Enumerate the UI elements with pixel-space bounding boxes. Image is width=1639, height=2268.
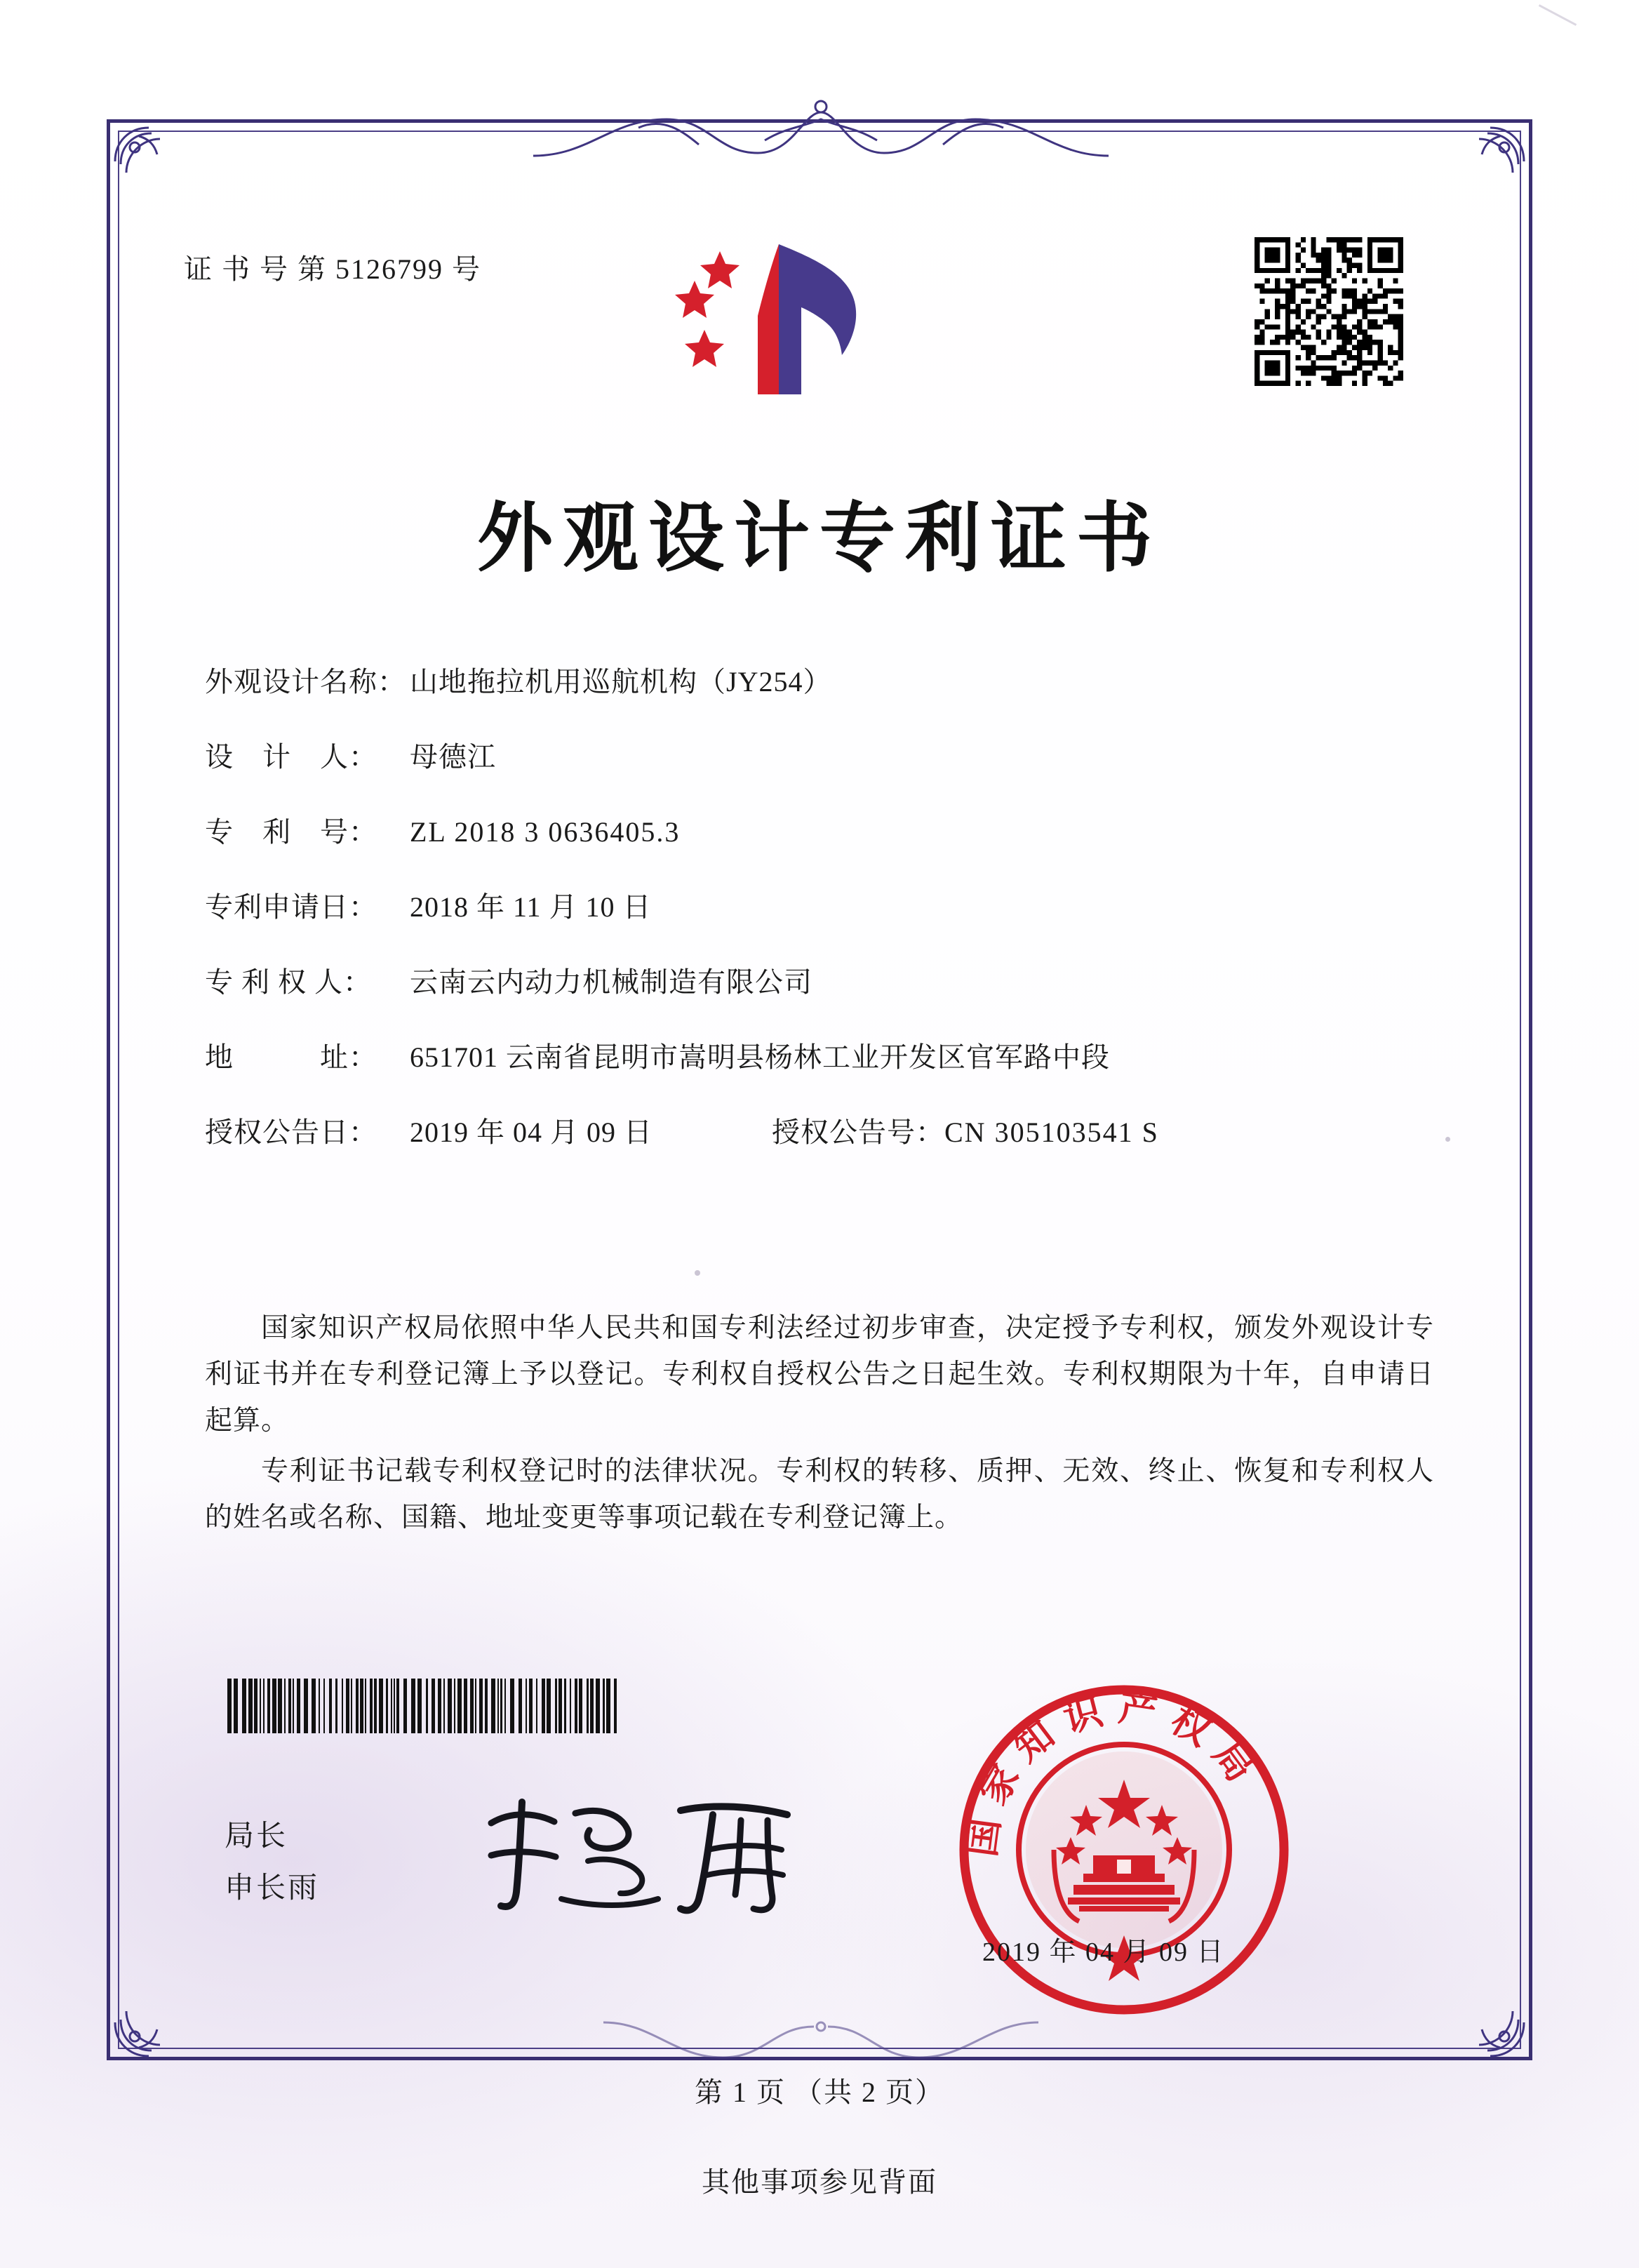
page-title: 外观设计专利证书 [476,494,1162,582]
field-label: 专利申请日： [205,891,377,923]
handwritten-signature-icon [470,1782,835,1923]
field-value: 云南云内动力机械制造有限公司 [410,966,812,998]
scan-artifact [1445,1137,1450,1142]
qr-code-icon [1255,237,1403,386]
signature-name: 申长雨 [225,1872,320,1905]
field-patentee [205,960,1440,1000]
field-label: 专 利 号： [205,816,377,848]
signature-block [225,1810,319,1914]
grant-date-label: 授权公告日： [205,1116,377,1148]
field-value: 山地拖拉机用巡航机构（JY254） [410,666,832,698]
official-seal-icon [949,1674,1299,2025]
field-design-name [205,660,1440,700]
scan-artifact [695,1270,700,1276]
field-value: ZL 2018 3 0636405.3 [410,816,681,848]
barcode-icon [225,1679,617,1733]
grant-number-value: CN 305103541 S [944,1116,1159,1148]
field-label: 专 利 权 人： [205,966,372,998]
field-designer [205,735,1440,775]
grant-number-label: 授权公告号： [772,1116,944,1148]
patent-office-star-p-logo-icon [674,232,898,414]
certificate-number: 证 书 号 第 5126799 号 [184,253,481,285]
field-patent-number [205,810,1440,850]
back-side-note: 其他事项参见背面 [702,2166,937,2198]
paragraph-1: 国家知识产权局依照中华人民共和国专利法经过初步审查，决定授予专利权，颁发外观设计专利证书并在专利登记簿上予以登记。专利权自授权公告之日起生效。专利权期限为十年，自申请日起算。 [205,1313,1434,1436]
top-flourish-icon [533,91,1109,168]
scan-artifact [1539,4,1577,26]
signature-role: 局长 [225,1820,288,1853]
seal-date: 2019 年 04 月 09 日 [982,1937,1225,1967]
field-address [205,1035,1440,1075]
grant-date-value: 2019 年 04 月 09 日 [410,1116,653,1148]
field-list [205,660,1440,1185]
field-value: 母德江 [410,741,496,773]
field-label: 地 址： [205,1041,377,1073]
field-value: 2018 年 11 月 10 日 [410,891,652,923]
field-label: 外观设计名称： [205,666,406,698]
field-value: 651701 云南省昆明市嵩明县杨林工业开发区官军路中段 [410,1041,1110,1073]
svg-text:国家知识产权局: 国家知识产权局 [958,1684,1271,1860]
field-application-date [205,885,1440,925]
field-label: 设 计 人： [205,741,377,773]
paragraph-2: 专利证书记载专利权登记时的法律状况。专利权的转移、质押、无效、终止、恢复和专利权人的姓名或名称、国籍、地址变更等事项记载在专利登记簿上。 [205,1456,1434,1533]
page-number: 第 1 页 （共 2 页） [695,2076,944,2108]
legal-text [205,1305,1434,1545]
field-grant-row [205,1110,1440,1150]
